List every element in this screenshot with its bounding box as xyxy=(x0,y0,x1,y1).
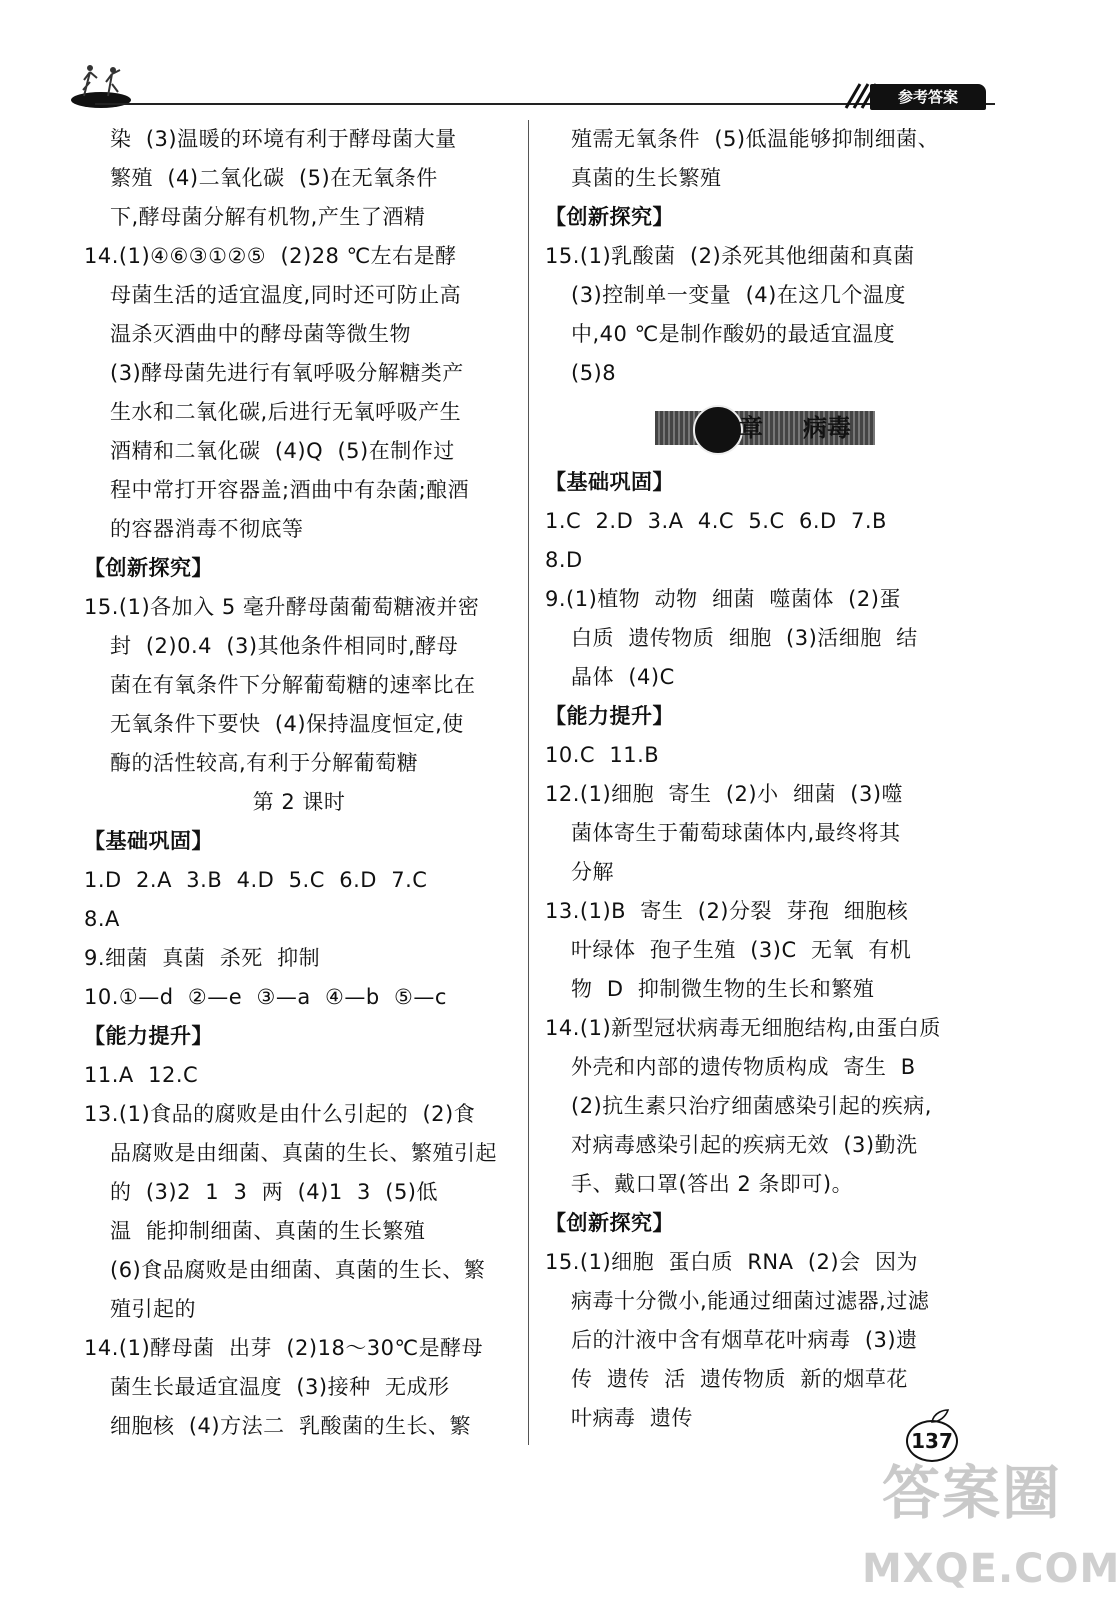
answer-line: 中,40 ℃是制作酸奶的最适宜温度 xyxy=(571,322,896,346)
answer-line: 繁殖 (4)二氧化碳 (5)在无氧条件 xyxy=(110,166,438,190)
answer-line: 温杀灭酒曲中的酵母菌等微生物 xyxy=(110,322,411,346)
answer-line: (2)抗生素只治疗细菌感染引起的疾病, xyxy=(571,1094,932,1118)
answer-line: 14.(1)④⑥③①②⑤ (2)28 ℃左右是酵 xyxy=(84,244,457,268)
answer-line: 后的汁液中含有烟草花叶病毒 (3)遗 xyxy=(571,1328,918,1352)
answer-line: 14.(1)酵母菌 出芽 (2)18～30℃是酵母 xyxy=(84,1336,484,1360)
answer-line: 无氧条件下要快 (4)保持温度恒定,使 xyxy=(110,712,464,736)
answer-line: 白质 遗传物质 细胞 (3)活细胞 结 xyxy=(571,626,918,650)
answer-line: 母菌生活的适宜温度,同时还可防止高 xyxy=(110,283,462,307)
answer-line: 生水和二氧化碳,后进行无氧呼吸产生 xyxy=(110,400,462,424)
answer-line: 15.(1)乳酸菌 (2)杀死其他细菌和真菌 xyxy=(545,244,915,268)
answer-line: 封 (2)0.4 (3)其他条件相同时,酵母 xyxy=(110,634,459,658)
answer-line: 对病毒感染引起的疾病无效 (3)勤洗 xyxy=(571,1133,918,1157)
page-number: 137 xyxy=(906,1420,958,1462)
right-column-top xyxy=(545,120,985,393)
answer-line: 病毒十分微小,能通过细菌过滤器,过滤 xyxy=(571,1289,930,1313)
right-column-bottom xyxy=(545,463,985,1438)
answer-line: 分解 xyxy=(571,860,614,884)
section-heading: 【能力提升】 xyxy=(84,1024,213,1048)
chapter-title: 病毒 xyxy=(803,414,851,442)
header-tag: 参考答案 xyxy=(870,84,986,110)
answer-line: 酒精和二氧化碳 (4)Q (5)在制作过 xyxy=(110,439,455,463)
answer-line: 叶病毒 遗传 xyxy=(571,1406,693,1430)
section-heading: 【创新探究】 xyxy=(545,205,674,229)
answer-line: 手、戴口罩(答出 2 条即可)。 xyxy=(571,1172,854,1196)
answer-line: 晶体 (4)C xyxy=(571,665,675,689)
answer-line: 传 遗传 活 遗传物质 新的烟草花 xyxy=(571,1367,908,1391)
answer-line: 殖引起的 xyxy=(110,1297,196,1321)
answer-line: 8.D xyxy=(545,548,583,572)
answer-line: 13.(1)B 寄生 (2)分裂 芽孢 细胞核 xyxy=(545,899,909,923)
answer-line: 9.细菌 真菌 杀死 抑制 xyxy=(84,946,321,970)
answer-line: 10.①—d ②—e ③—a ④—b ⑤—c xyxy=(84,985,447,1009)
answer-line: 9.(1)植物 动物 细菌 噬菌体 (2)蛋 xyxy=(545,587,901,611)
answer-line: 14.(1)新型冠状病毒无细胞结构,由蛋白质 xyxy=(545,1016,941,1040)
chapter-number-circle xyxy=(693,405,743,455)
answer-line: 10.C 11.B xyxy=(545,743,660,767)
answer-line: 1.D 2.A 3.B 4.D 5.C 6.D 7.C xyxy=(84,868,428,892)
answer-line: 叶绿体 孢子生殖 (3)C 无氧 有机 xyxy=(571,938,912,962)
answer-line: 酶的活性较高,有利于分解葡萄糖 xyxy=(110,751,419,775)
answer-line: 13.(1)食品的腐败是由什么引起的 (2)食 xyxy=(84,1102,476,1126)
answer-line: 染 (3)温暖的环境有利于酵母菌大量 xyxy=(110,127,457,151)
answer-line: 细胞核 (4)方法二 乳酸菌的生长、繁 xyxy=(110,1414,471,1438)
section-heading: 【创新探究】 xyxy=(84,556,213,580)
watermark-url: MXQE.COM xyxy=(862,1546,1120,1592)
answer-line: 15.(1)各加入 5 毫升酵母菌葡萄糖液并密 xyxy=(84,595,480,619)
answer-line: 菌在有氧条件下分解葡萄糖的速率比在 xyxy=(110,673,476,697)
watermark xyxy=(862,1446,1120,1596)
column-divider xyxy=(528,120,529,1445)
answer-line: 温 能抑制细菌、真菌的生长繁殖 xyxy=(110,1219,426,1243)
answer-line: 的 (3)2 1 3 两 (4)1 3 (5)低 xyxy=(110,1180,438,1204)
answer-line: 11.A 12.C xyxy=(84,1063,199,1087)
section-heading: 【创新探究】 xyxy=(545,1211,674,1235)
answer-line: 15.(1)细胞 蛋白质 RNA (2)会 因为 xyxy=(545,1250,918,1274)
section-heading: 【基础巩固】 xyxy=(84,829,213,853)
chapter-label: 章 xyxy=(739,414,763,442)
answer-line: (5)8 xyxy=(571,361,617,385)
chapter-banner xyxy=(655,397,875,459)
answer-line: (3)酵母菌先进行有氧呼吸分解糖类产 xyxy=(110,361,464,385)
answer-line: 程中常打开容器盖;酒曲中有杂菌;酿酒 xyxy=(110,478,470,502)
answer-line: 下,酵母菌分解有机物,产生了酒精 xyxy=(110,205,426,229)
lesson-heading: 第 2 课时 xyxy=(252,790,346,814)
answer-line: 12.(1)细胞 寄生 (2)小 细菌 (3)噬 xyxy=(545,782,904,806)
answer-line: (3)控制单一变量 (4)在这几个温度 xyxy=(571,283,906,307)
section-heading: 【能力提升】 xyxy=(545,704,674,728)
answer-line: 的容器消毒不彻底等 xyxy=(110,517,304,541)
left-column xyxy=(84,120,514,1446)
answer-line: 1.C 2.D 3.A 4.C 5.C 6.D 7.B xyxy=(545,509,887,533)
answer-line: 物 D 抑制微生物的生长和繁殖 xyxy=(571,977,875,1001)
answer-line: 外壳和内部的遗传物质构成 寄生 B xyxy=(571,1055,916,1079)
watermark-logo-text: 答案圈 xyxy=(882,1459,1063,1527)
right-column xyxy=(545,120,985,1438)
answer-line: 真菌的生长繁殖 xyxy=(571,166,722,190)
section-heading: 【基础巩固】 xyxy=(545,470,674,494)
answer-line: 菌生长最适宜温度 (3)接种 无成形 xyxy=(110,1375,450,1399)
answer-line: (6)食品腐败是由细菌、真菌的生长、繁 xyxy=(110,1258,486,1282)
answer-line: 品腐败是由细菌、真菌的生长、繁殖引起 xyxy=(110,1141,497,1165)
answer-line: 8.A xyxy=(84,907,120,931)
answer-line: 菌体寄生于葡萄球菌体内,最终将其 xyxy=(571,821,901,845)
answer-line: 殖需无氧条件 (5)低温能够抑制细菌、 xyxy=(571,127,940,151)
